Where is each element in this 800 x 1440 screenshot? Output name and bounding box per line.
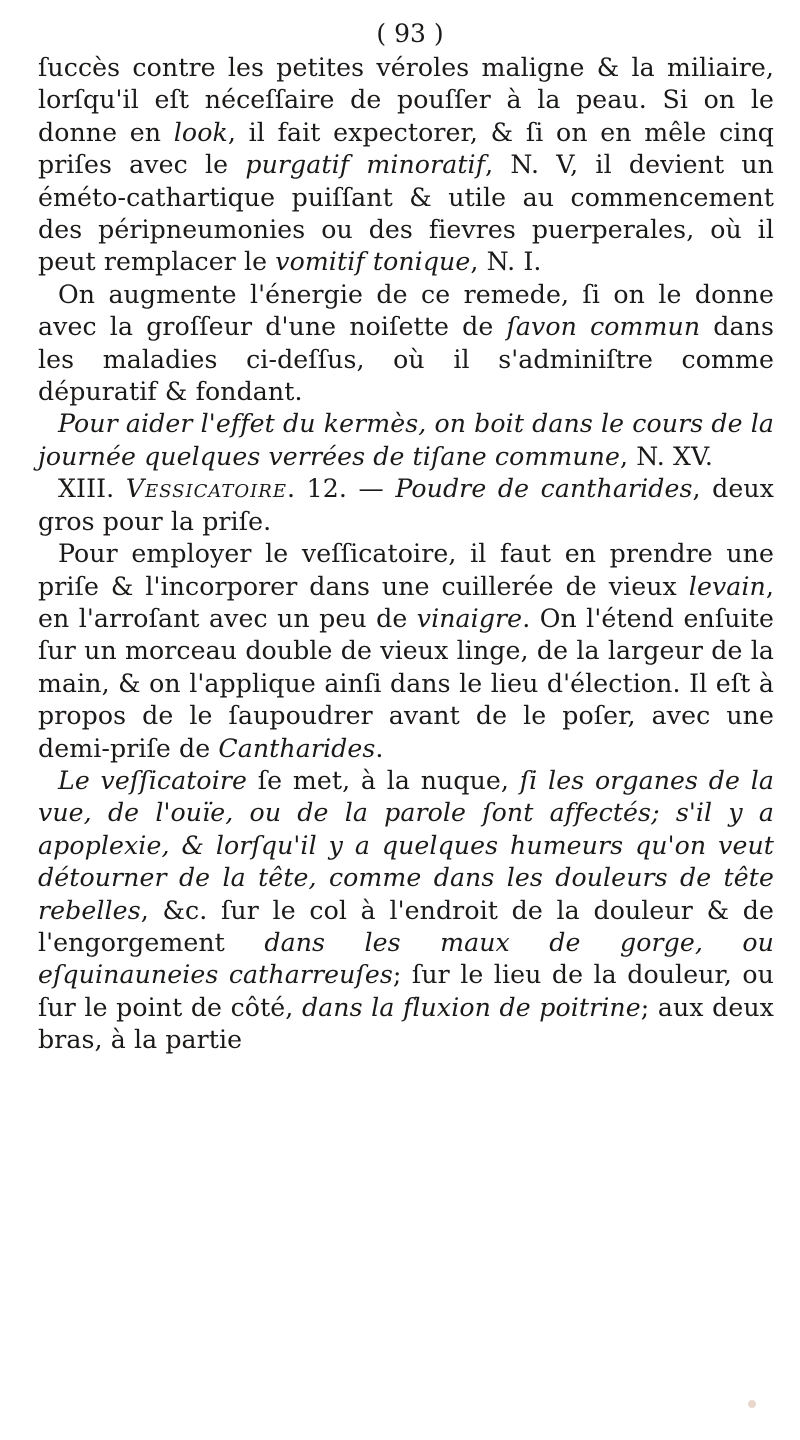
term-le-vessicatoire: Le veſſicatoire <box>58 765 247 795</box>
text-run: . 12. — <box>286 474 396 504</box>
text-run-italic: dans les maux de gorge, ou eſquinauneies catharreuſes <box>38 927 774 990</box>
section-number: XIII. <box>58 474 126 504</box>
text-run-italic: ſi les organes de la vue, de l'ouïe, ou de la parole ſont affectés; s'il y a apoplexie, & lorſqu'il y a quelques humeurs qu'on veut détourner de la tête, comme dans les douleurs de tête rebelles <box>38 765 774 925</box>
text-run: , N. V, il devient un éméto-cathartique puiſſant & utile au commencement des péripneumonies ou des fievres puerperales, où il peut remplacer le <box>38 150 774 277</box>
text-run: Pour employer le veſſicatoire, il faut en prendre une priſe & l'incorporer dans une cuillerée de vieux <box>38 539 774 601</box>
text-run: ſe met, à la nuque, <box>247 765 520 795</box>
term-look: look <box>173 117 228 147</box>
text-run: dans les maladies ci-deſſus, où il s'adminiſtre comme dépuratif & fondant. <box>38 312 774 407</box>
body-text <box>38 52 774 1057</box>
text-run: , deux gros pour la priſe. <box>38 474 774 536</box>
text-run-italic: dans la fluxion de poitrine <box>301 992 641 1022</box>
text-run: . <box>375 733 384 763</box>
ink-spot <box>748 1400 756 1408</box>
term-levain: levain <box>688 571 766 601</box>
text-run: ſuccès contre les petites véroles maligne & la miliaire, lorſqu'il eſt néceſſaire de pouſſer à la peau. Si on le donne en <box>38 53 774 147</box>
text-run: ; ſur le lieu de la douleur, ou ſur le point de côté, <box>38 960 775 1022</box>
paragraph-vessicatoire-heading <box>38 473 774 538</box>
text-run: ; aux deux bras, à la partie <box>38 992 774 1055</box>
section-title: Veſſicatoire <box>125 474 287 504</box>
term-savon-commun: ſavon commun <box>506 312 701 342</box>
paragraph-savon <box>38 279 774 409</box>
term-vinaigre: vinaigre <box>416 603 523 633</box>
term-cantharides: Cantharides <box>218 733 376 763</box>
text-run: , N. I. <box>470 247 542 277</box>
text-run: , &c. ſur le col à l'endroit de la douleur & de l'engorgement <box>38 895 774 957</box>
text-run: Pour aider l'effet du kermès, on boit dans le cours de la journée quelques verrées de tiſane commune <box>38 409 774 471</box>
text-run: , il fait expectorer, & ſi on en mêle cinq priſes avec le <box>38 117 774 180</box>
paragraph-vessicatoire-preparation <box>38 538 774 765</box>
paragraph-kermes-usage <box>38 52 774 279</box>
text-run: . On l'étend enſuite ſur un morceau double de vieux linge, de la largeur de la main, & on l'applique ainſi dans le lieu d'élection. Il eſt à propos de le ſaupoudrer avant de le poſer, avec une demi-priſe de <box>38 603 774 763</box>
term-purgatif-minoratif: purgatif minoratif <box>245 150 486 180</box>
term-vomitif-tonique: vomitif tonique <box>275 247 471 277</box>
paragraph-vessicatoire-application <box>38 765 774 1057</box>
text-run: On augmente l'énergie de ce remede, ſi on le donne avec la groſſeur d'une noiſette de <box>38 279 774 342</box>
term-poudre-cantharides: Poudre de cantharides <box>395 474 693 504</box>
text-run: , en l'arroſant avec un peu de <box>38 571 774 633</box>
text-run: , N. XV. <box>620 441 713 471</box>
paragraph-tisane <box>38 408 774 473</box>
page-number: ( 93 ) <box>376 19 444 48</box>
